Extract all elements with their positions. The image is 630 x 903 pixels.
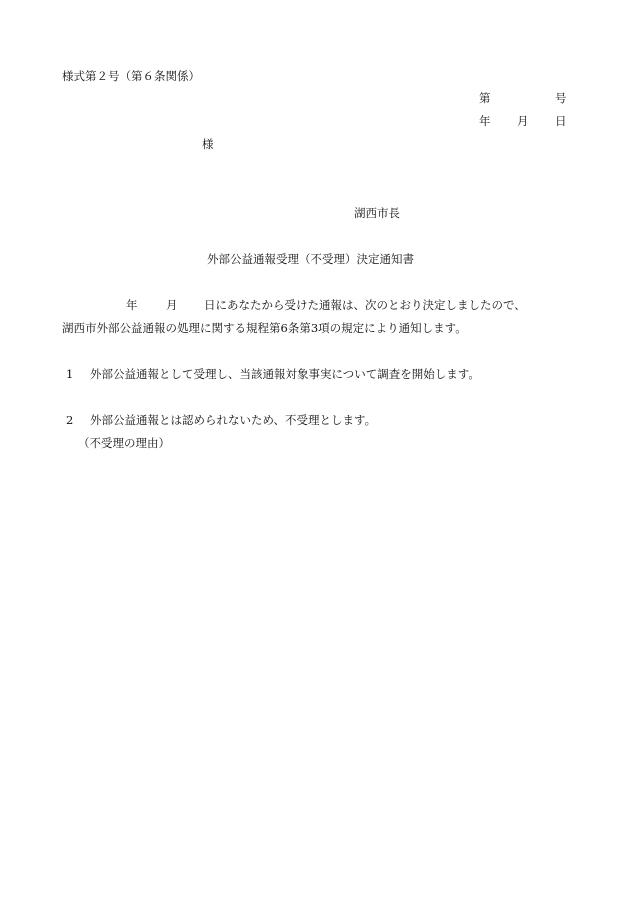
form-number-label: 様式第２号（第６条関係） <box>62 69 200 83</box>
item-number: 2 <box>66 413 74 427</box>
sender-name: 湖西市長 <box>354 206 400 220</box>
date-year-label: 年 <box>479 114 491 128</box>
item-text: 外部公益通報とは認められないため、不受理とします。 <box>90 413 377 427</box>
body-line2-text: 湖西市外部公益通報の処理に関する規程第6条第3項の規定により通知します。 <box>62 321 467 335</box>
document-title: 外部公益通報受理（不受理）決定通知書 <box>207 252 414 266</box>
number-prefix: 第 <box>479 91 491 105</box>
number-suffix: 号 <box>555 91 567 105</box>
addressee-honorific: 様 <box>202 137 214 151</box>
body-date-year: 年 <box>126 298 138 312</box>
body-line1-text: 日にあなたから受けた通報は、次のとおり決定しましたので、 <box>204 298 526 312</box>
body-date-month: 月 <box>166 298 178 312</box>
date-month-label: 月 <box>517 114 529 128</box>
date-day-label: 日 <box>555 114 567 128</box>
rejection-reason-label: （不受理の理由） <box>78 436 170 450</box>
item-number: 1 <box>66 367 74 381</box>
item-text: 外部公益通報として受理し、当該通報対象事実について調査を開始します。 <box>90 367 480 381</box>
